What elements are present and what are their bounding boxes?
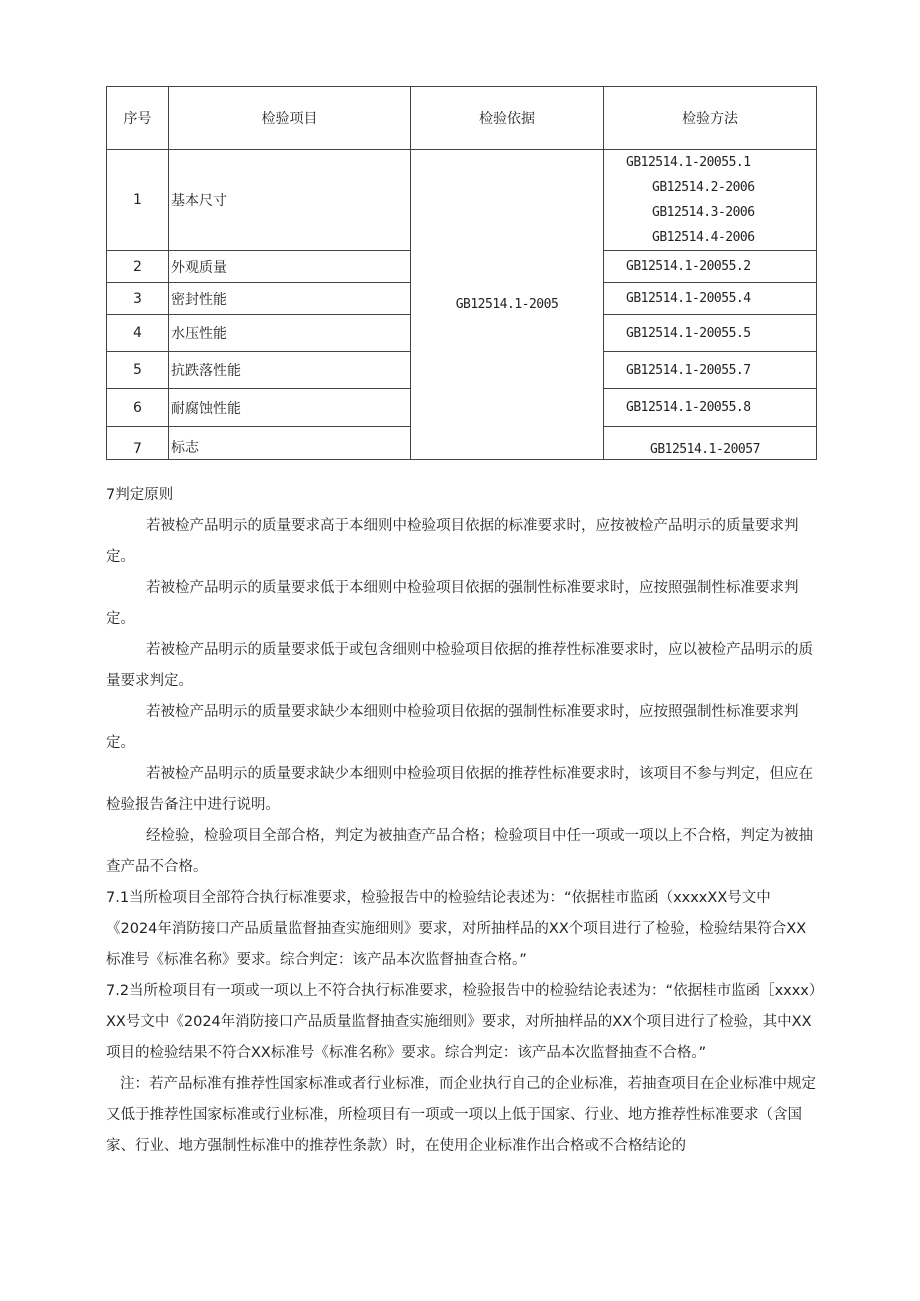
table-row: [107, 150, 817, 251]
row-no: 3: [107, 283, 169, 315]
row-no: 2: [107, 251, 169, 283]
paragraph: 若被检产品明示的质量要求低于本细则中检验项目依据的强制性标准要求时，应按照强制性标准要求判定。: [106, 580, 799, 627]
paragraph: 若被检产品明示的质量要求低于或包含细则中检验项目依据的推荐性标准要求时，应以被检产品明示的质量要求判定。: [106, 642, 813, 689]
note-paragraph: 注：若产品标准有推荐性国家标准或者行业标准，而企业执行自己的企业标准，若抽查项目在企业标准中规定又低于推荐性国家标准或行业标准，所检项目有一项或一项以上低于国家、行业、地方推荐性标准要求（含国家、行业、地方强制性标准中的推荐性条款）时，在使用企业标准作出合格或不合格结论的: [106, 1076, 816, 1154]
row-no: 5: [107, 352, 169, 389]
method-line: GB12514.3-2006: [652, 205, 755, 220]
basis-cell: GB12514.1-2005: [411, 150, 604, 460]
clause-7-2: 7.2当所检项目有一项或一项以上不符合执行标准要求，检验报告中的检验结论表述为：“依据桂市监函［xxxx）XX号文中《2024年消防接口产品质量监督抽查实施细则》要求，对所抽样品的XX个项目进行了检验，其中XX项目的检验结果不符合XX标准号《标准名称》要求。综合判定：该产品本次监督抽查不合格。”: [106, 983, 817, 1061]
clause-7-1: 7.1当所检项目全部符合执行标准要求，检验报告中的检验结论表述为：“依据桂市监函（xxxxXX号文中《2024年消防接口产品质量监督抽查实施细则》要求，对所抽样品的XX个项目进行了检验，检验结果符合XX标准号《标准名称》要求。综合判定：该产品本次监督抽查合格。”: [106, 890, 807, 968]
row-method: GB12514.1-20055.5: [604, 315, 817, 352]
row-method: GB12514.1-20057: [604, 427, 817, 460]
inspection-table: [106, 86, 817, 460]
row-no: 4: [107, 315, 169, 352]
method-line: GB12514.2-2006: [652, 180, 755, 195]
row-item: 密封性能: [169, 283, 411, 315]
row-no: 1: [107, 150, 169, 251]
method-line: GB12514.1-20055.1: [626, 155, 751, 170]
row-item: 标志: [169, 427, 411, 460]
paragraph: 若被检产品明示的质量要求缺少本细则中检验项目依据的推荐性标准要求时，该项目不参与判定，但应在检验报告备注中进行说明。: [106, 766, 813, 813]
row-no: 6: [107, 389, 169, 427]
row-item: 基本尺寸: [169, 150, 411, 251]
judgment-section: [106, 480, 818, 1162]
row-method: GB12514.1-20055.7: [604, 352, 817, 389]
row-item: 水压性能: [169, 315, 411, 352]
row-method: GB12514.1-20055.8: [604, 389, 817, 427]
header-basis: 检验依据: [411, 87, 604, 150]
row-no: 7: [107, 427, 169, 460]
row-item: 耐腐蚀性能: [169, 389, 411, 427]
row-item: 外观质量: [169, 251, 411, 283]
header-item: 检验项目: [169, 87, 411, 150]
row-method: GB12514.1-20055.4: [604, 283, 817, 315]
row-method: GB12514.1-20055.2: [604, 251, 817, 283]
paragraph: 若被检产品明示的质量要求高于本细则中检验项目依据的标准要求时，应按被检产品明示的质量要求判定。: [106, 518, 799, 565]
section-heading: 7判定原则: [106, 487, 174, 503]
header-no: 序号: [107, 87, 169, 150]
method-line: GB12514.4-2006: [652, 230, 755, 245]
paragraph: 若被检产品明示的质量要求缺少本细则中检验项目依据的强制性标准要求时，应按照强制性标准要求判定。: [106, 704, 799, 751]
row-item: 抗跌落性能: [169, 352, 411, 389]
row-method: [604, 150, 817, 251]
header-method: 检验方法: [604, 87, 817, 150]
paragraph: 经检验，检验项目全部合格，判定为被抽查产品合格；检验项目中任一项或一项以上不合格，判定为被抽查产品不合格。: [106, 828, 813, 875]
table-header-row: [107, 87, 817, 150]
